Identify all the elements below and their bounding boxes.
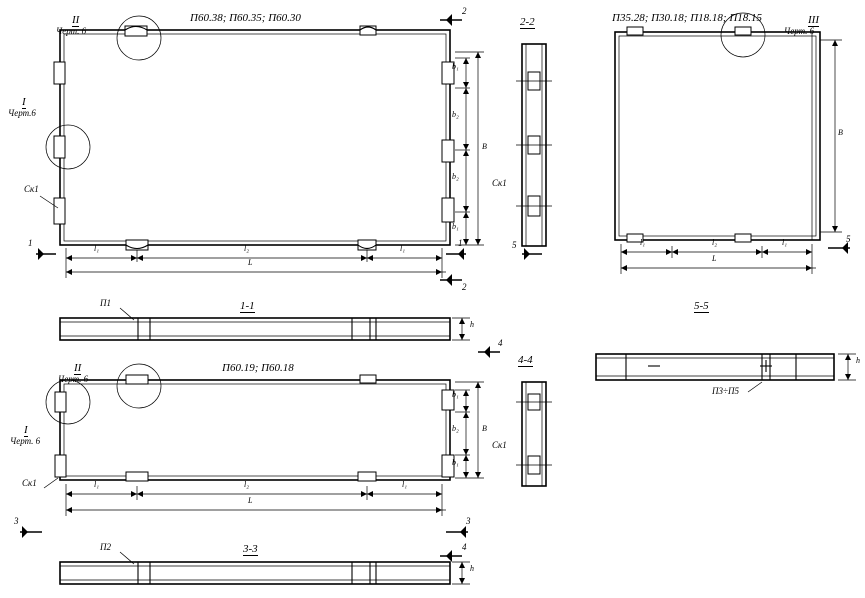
detail-II-top-note: Черт. 6 <box>56 26 87 36</box>
detail-II-bottom-roman: II <box>74 362 82 374</box>
weld-mark-ck1-sec44: Ск1 <box>492 440 507 450</box>
dim-l1-right-top-panel: l₁ <box>400 244 406 253</box>
cut-mark-3-left: 3 <box>14 516 19 526</box>
dim-b1-top-bottom-panel: b₁ <box>452 390 459 399</box>
dim-b1-bot-left-panel: b₁ <box>452 222 459 231</box>
dim-l1-left-top-panel: l₁ <box>94 244 100 253</box>
dim-h-section-5-5: h <box>856 356 860 365</box>
dim-l2-bottom-panel: l₂ <box>244 480 250 489</box>
dim-l1-left-top-right: l₁ <box>640 238 646 247</box>
dim-b2-top-left-panel: b₂ <box>452 110 459 119</box>
dim-l2-top-right: l₂ <box>712 238 718 247</box>
part-mark-p2: П2 <box>100 542 111 552</box>
section-title-5-5: 5-5 <box>694 300 709 312</box>
dim-h-section-3-3: h <box>470 564 474 573</box>
dim-L-bottom-panel: L <box>248 496 253 505</box>
part-mark-p3-p5: П3÷П5 <box>712 386 739 396</box>
panel-title-bottom-left: П60.19; П60.18 <box>222 362 294 374</box>
dim-b2-bot-left-panel: b₂ <box>452 172 459 181</box>
dim-l1-right-bottom-panel: l₁ <box>402 480 408 489</box>
weld-mark-ck1-bottom-left: Ск1 <box>22 478 37 488</box>
weld-mark-ck1-sec22: Ск1 <box>492 178 507 188</box>
dim-B-bottom-panel: B <box>482 424 487 433</box>
detail-III-top-note: Черт. 6 <box>784 26 815 36</box>
dim-L-top-panel: L <box>248 258 253 267</box>
dim-b1-bot-bottom-panel: b₁ <box>452 458 459 467</box>
detail-I-bottom-roman: I <box>24 424 28 436</box>
cut-mark-4-bottom: 4 <box>462 542 467 552</box>
detail-I-bottom-note: Черт. 6 <box>10 436 41 446</box>
dim-b2-bottom-panel: b₂ <box>452 424 459 433</box>
panel-title-top-right: П35.28; П30.18; П18.18; П18.15 <box>612 12 763 24</box>
detail-II-bottom-note: Черт. 6 <box>58 374 89 384</box>
detail-III-top-roman: III <box>808 14 819 26</box>
cut-mark-2-top: 2 <box>462 6 467 16</box>
cut-mark-5-right: 5 <box>846 234 851 244</box>
weld-mark-ck1-top-left: Ск1 <box>24 184 39 194</box>
section-title-3-3: 3-3 <box>243 543 258 555</box>
section-title-4-4: 4-4 <box>518 354 533 366</box>
part-mark-p1: П1 <box>100 298 111 308</box>
dim-l1-left-bottom-panel: l₁ <box>94 480 100 489</box>
section-title-2-2: 2-2 <box>520 16 535 28</box>
dim-l2-top-panel: l₂ <box>244 244 250 253</box>
detail-I-top-roman: I <box>22 96 26 108</box>
cut-mark-4-top: 4 <box>498 338 503 348</box>
cut-mark-1-right: 1 <box>458 238 463 248</box>
cut-mark-3-right: 3 <box>466 516 471 526</box>
dim-l1-right-top-right: l₁ <box>782 238 788 247</box>
cut-mark-2-bottom: 2 <box>462 282 467 292</box>
dim-b1-top-left-panel: b₁ <box>452 62 459 71</box>
detail-I-top-note: Черт.6 <box>8 108 36 118</box>
section-title-1-1: 1-1 <box>240 300 255 312</box>
dim-B-top-left-panel: B <box>482 142 487 151</box>
dim-L-top-right: L <box>712 254 717 263</box>
dim-B-top-right-panel: B <box>838 128 843 137</box>
cut-mark-5-left: 5 <box>512 240 517 250</box>
cut-mark-1-left: 1 <box>28 238 33 248</box>
panel-title-top-left: П60.38; П60.35; П60.30 <box>190 12 301 24</box>
dim-h-section-1-1: h <box>470 320 474 329</box>
detail-II-top-roman: II <box>72 14 80 26</box>
